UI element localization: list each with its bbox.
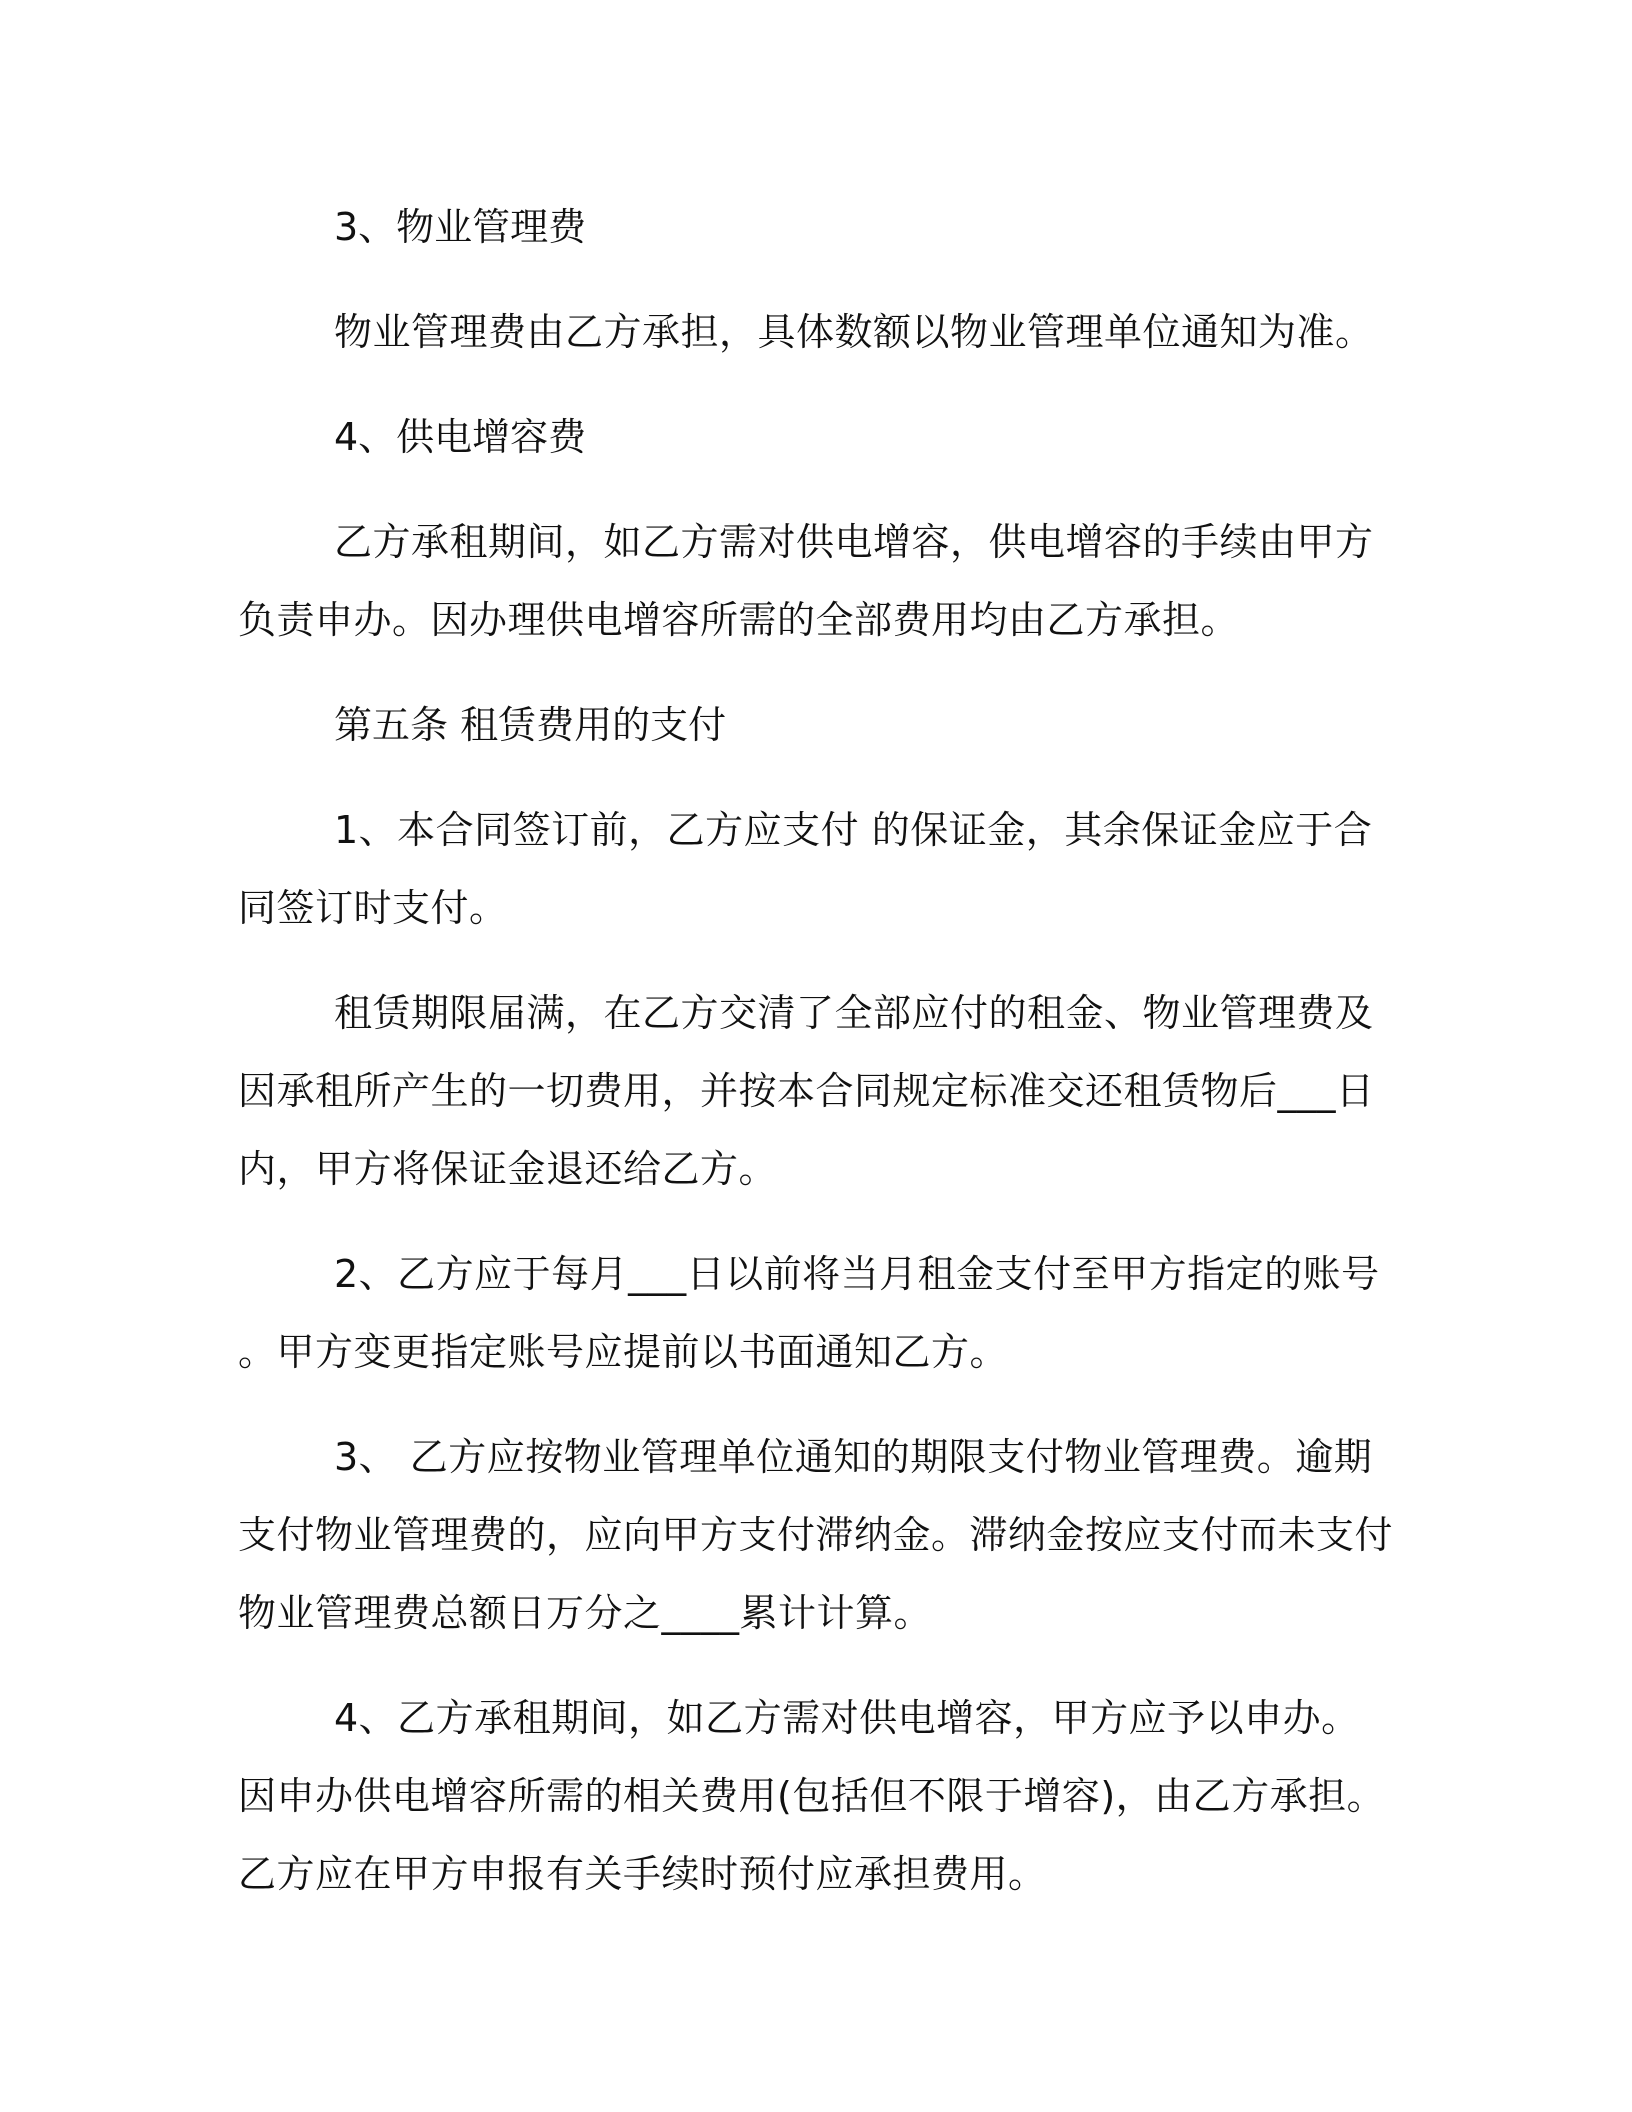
paragraph-deposit: 1、本合同签订前，乙方应支付 的保证金，其余保证金应于合同签订时支付。 xyxy=(238,808,1373,930)
document-body xyxy=(238,188,1396,1913)
paragraph-late-fee: 3、 乙方应按物业管理单位通知的期限支付物业管理费。逾期支付物业管理费的，应向甲方支付滞纳金。滞纳金按应支付而未支付物业管理费总额日万分之____累计计算。 xyxy=(238,1435,1394,1635)
section-heading-property-fee: 3、物业管理费 xyxy=(334,205,587,249)
article-heading-payment: 第五条 租赁费用的支付 xyxy=(334,703,727,747)
paragraph-power-capacity-payment: 4、乙方承租期间，如乙方需对供电增容，甲方应予以申办。因申办供电增容所需的相关费用(包括但不限于增容)，由乙方承担。乙方应在甲方申报有关手续时预付应承担费用。 xyxy=(238,1696,1386,1896)
paragraph-power-capacity-fee: 乙方承租期间，如乙方需对供电增容，供电增容的手续由甲方负责申办。因办理供电增容所需的全部费用均由乙方承担。 xyxy=(238,520,1374,642)
paragraph-property-fee: 物业管理费由乙方承担，具体数额以物业管理单位通知为准。 xyxy=(334,310,1374,354)
paragraph-deposit-refund: 租赁期限届满，在乙方交清了全部应付的租金、物业管理费及因承租所产生的一切费用，并按本合同规定标准交还租赁物后___日内，甲方将保证金退还给乙方。 xyxy=(238,991,1375,1191)
paragraph-monthly-rent: 2、乙方应于每月___日以前将当月租金支付至甲方指定的账号 。甲方变更指定账号应提前以书面通知乙方。 xyxy=(238,1252,1380,1374)
section-heading-power-capacity-fee: 4、供电增容费 xyxy=(334,415,587,459)
